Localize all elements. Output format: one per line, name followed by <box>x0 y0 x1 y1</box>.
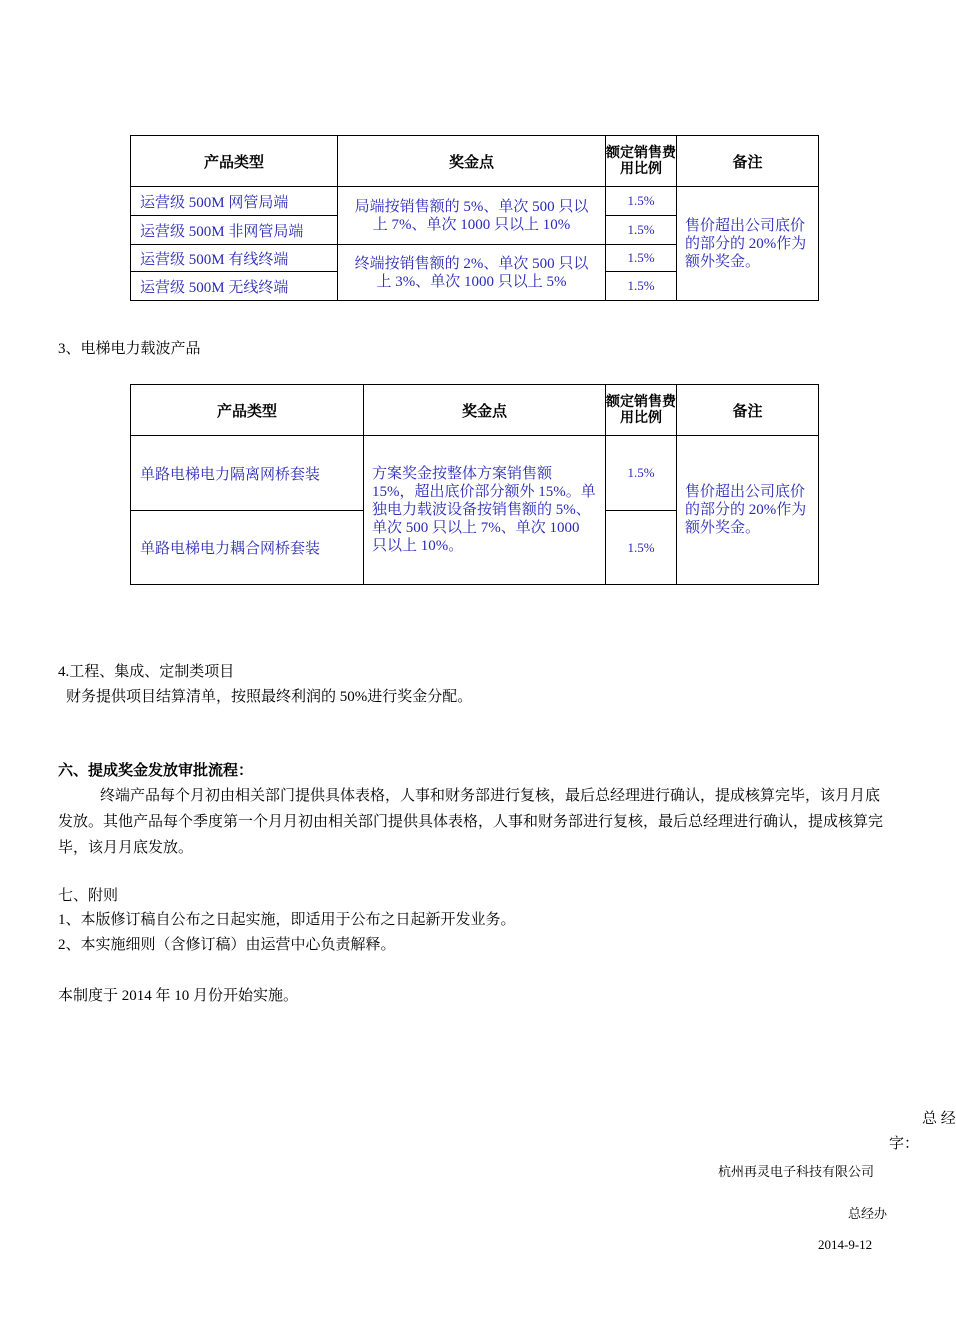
header-note: 备注 <box>677 385 819 436</box>
section3-title: 3、电梯电力载波产品 <box>58 341 201 357</box>
product-cell: 单路电梯电力隔离网桥套装 <box>131 436 364 511</box>
header-product-type: 产品类型 <box>131 385 364 436</box>
effective-date-text: 本制度于 2014 年 10 月份开始实施。 <box>58 988 299 1004</box>
bonus-table-network <box>130 135 819 301</box>
section6-text: 终端产品每个月初由相关部门提供具体表格，人事和财务部进行复核，最后总经理进行确认，提成核算完毕，该月月底发放。其他产品每个季度第一个月月初由相关部门提供具体表格，人事和财务部进行复核，最后总经理进行确认，提成核算完毕，该月月底发放。 <box>58 788 884 856</box>
bonus-table-elevator <box>130 384 819 585</box>
header-bonus-point: 奖金点 <box>364 385 606 436</box>
signature-line2: 字： <box>889 1136 920 1152</box>
header-sales-ratio: 额定销售费用比例 <box>606 136 677 187</box>
section7-item: 1、本版修订稿自公布之日起实施，即适用于公布之日起新开发业务。 <box>58 912 516 928</box>
ratio-cell: 1.5% <box>606 187 677 216</box>
ratio-cell: 1.5% <box>606 245 677 272</box>
ratio-cell: 1.5% <box>606 436 677 511</box>
company-name: 杭州再灵电子科技有限公司 <box>718 1164 875 1179</box>
signature-line1: 总 经 <box>922 1111 956 1127</box>
section4-title: 4.工程、集成、定制类项目 <box>58 664 235 680</box>
department-name: 总经办 <box>848 1206 888 1221</box>
product-cell: 运营级 500M 有线终端 <box>131 245 338 272</box>
bonus-local-cell: 局端按销售额的 5%、单次 500 只以上 7%、单次 1000 只以上 10% <box>338 187 606 245</box>
bonus-terminal-cell: 终端按销售额的 2%、单次 500 只以上 3%、单次 1000 只以上 5% <box>338 245 606 301</box>
section6-title: 六、提成奖金发放审批流程： <box>58 763 254 779</box>
note-cell: 售价超出公司底价的部分的 20%作为额外奖金。 <box>677 187 819 301</box>
header-note: 备注 <box>677 136 819 187</box>
ratio-cell: 1.5% <box>606 511 677 585</box>
product-cell: 运营级 500M 非网管局端 <box>131 216 338 245</box>
table-row <box>131 436 819 511</box>
header-product-type: 产品类型 <box>131 136 338 187</box>
section7-item: 2、本实施细则（含修订稿）由运营中心负责解释。 <box>58 937 396 953</box>
product-cell: 单路电梯电力耦合网桥套装 <box>131 511 364 585</box>
section4-text: 财务提供项目结算清单，按照最终利润的 50%进行奖金分配。 <box>66 689 473 705</box>
ratio-cell: 1.5% <box>606 272 677 301</box>
bonus-cell: 方案奖金按整体方案销售额 15%，超出底价部分额外 15%。单独电力载波设备按销售额的 5%、单次 500 只以上 7%、单次 1000 只以上 10%。 <box>364 436 606 585</box>
header-bonus-point: 奖金点 <box>338 136 606 187</box>
signature-date: 2014-9-12 <box>818 1237 873 1252</box>
section7-title: 七、附则 <box>58 888 119 904</box>
note-cell: 售价超出公司底价的部分的 20%作为额外奖金。 <box>677 436 819 585</box>
header-sales-ratio: 额定销售费用比例 <box>606 385 677 436</box>
product-cell: 运营级 500M 无线终端 <box>131 272 338 301</box>
table-row <box>131 187 819 216</box>
product-cell: 运营级 500M 网管局端 <box>131 187 338 216</box>
ratio-cell: 1.5% <box>606 216 677 245</box>
